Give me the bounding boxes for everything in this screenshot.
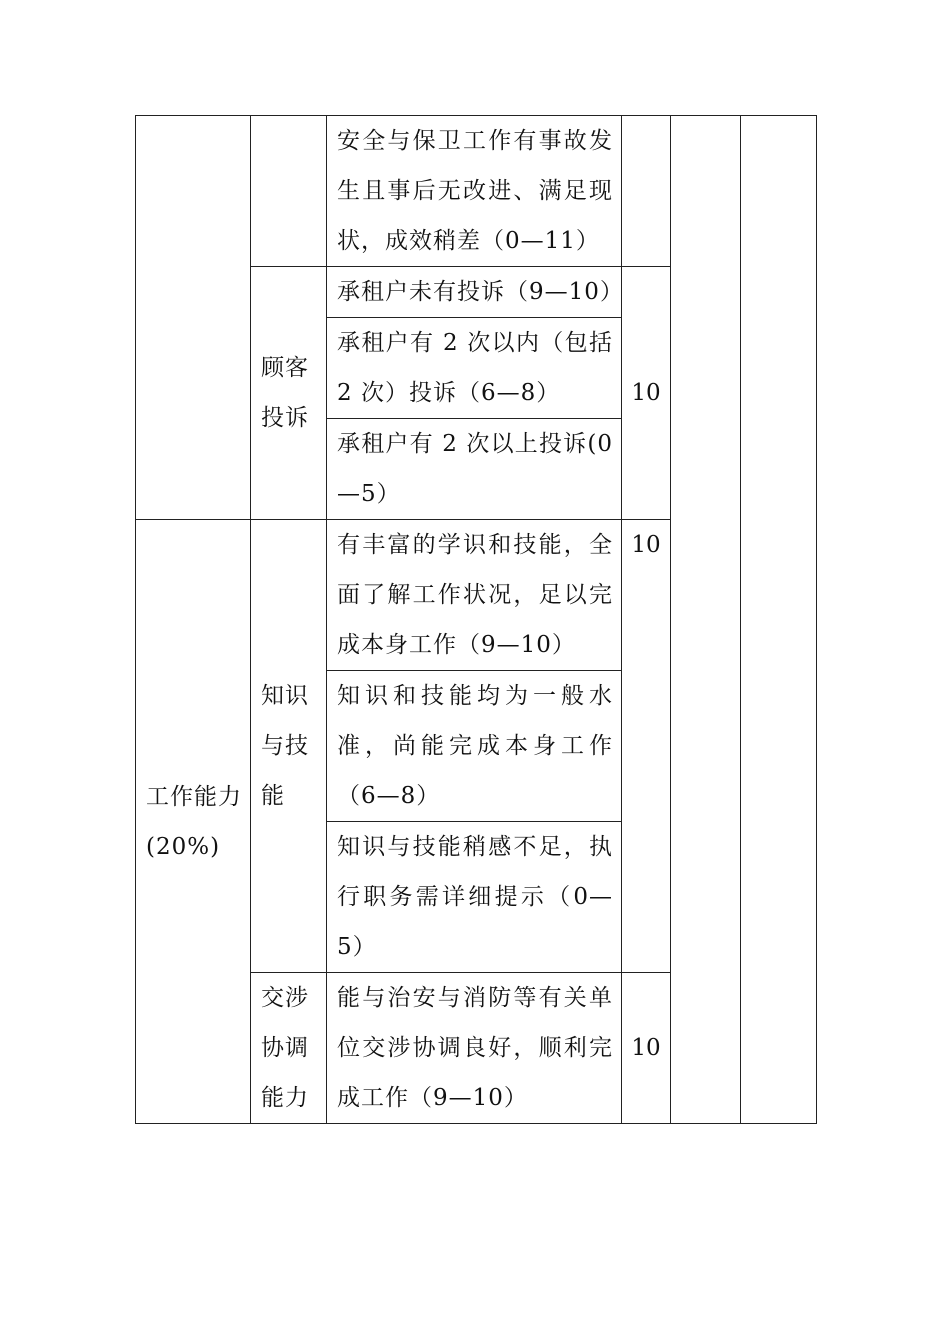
group-cell-coordination: 交涉协调能力 (251, 973, 327, 1124)
criterion-cell: 承租户有 2 次以内（包括 2 次）投诉（6—8） (327, 318, 622, 419)
criterion-cell: 安全与保卫工作有事故发生且事后无改进、满足现状，成效稍差（0—11） (327, 116, 622, 267)
criterion-cell: 能与治安与消防等有关单位交涉协调良好，顺利完成工作（9—10） (327, 973, 622, 1124)
category-cell-previous (136, 116, 251, 520)
group-cell-knowledge: 知识与技能 (251, 520, 327, 973)
criterion-cell: 承租户未有投诉（9—10） (327, 267, 622, 318)
group-cell-previous (251, 116, 327, 267)
score-cell-complaints: 10 (622, 267, 671, 520)
criterion-cell: 知识与技能稍感不足，执行职务需详细提示（0—5） (327, 822, 622, 973)
score-cell-coordination: 10 (622, 973, 671, 1124)
self-score-cell (671, 116, 741, 1124)
criterion-cell: 知识和技能均为一般水准，尚能完成本身工作（6—8） (327, 671, 622, 822)
criterion-cell: 有丰富的学识和技能，全面了解工作状况，足以完成本身工作（9—10） (327, 520, 622, 671)
category-cell-work-ability: 工作能力(20%) (136, 520, 251, 1124)
evaluation-table (135, 115, 817, 1124)
score-cell-knowledge: 10 (622, 520, 671, 973)
table-row (136, 116, 817, 267)
group-cell-complaints: 顾客投诉 (251, 267, 327, 520)
final-score-cell (741, 116, 817, 1124)
criterion-cell: 承租户有 2 次以上投诉(0—5） (327, 419, 622, 520)
score-cell-previous (622, 116, 671, 267)
